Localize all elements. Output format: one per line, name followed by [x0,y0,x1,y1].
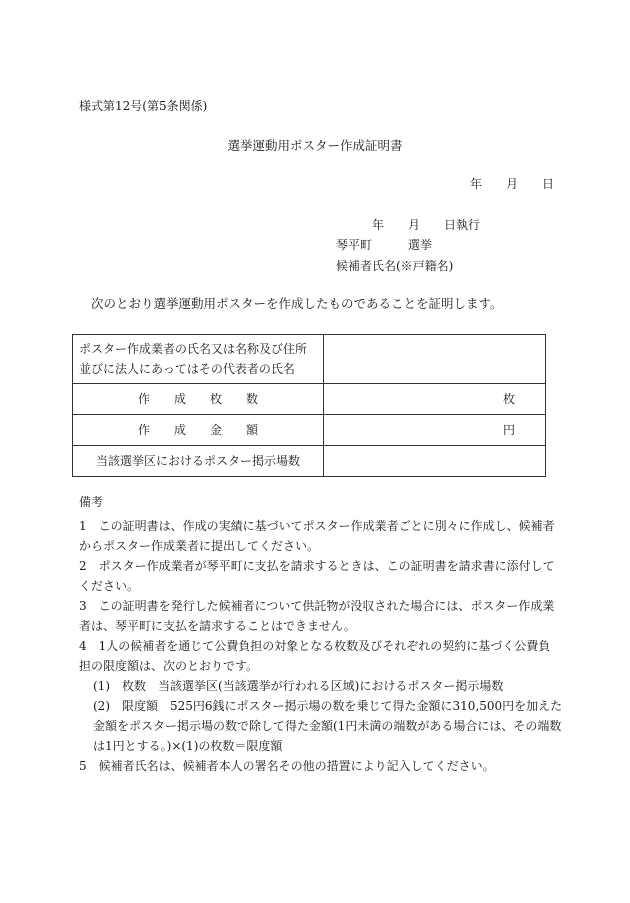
certificate-table [72,334,546,477]
table-cell-label: 当該選挙区におけるポスター掲示場数 [73,446,324,477]
form-number: 様式第12号(第5条関係) [79,99,208,113]
table-cell-label: 作 成 金 額 [73,415,324,446]
table-row [73,446,546,477]
certification-statement: 次のとおり選挙運動用ポスターを作成したものであることを証明します。 [91,296,503,311]
table-cell-value [324,335,546,384]
election-name-line: 琴平町 選挙 [336,238,433,252]
note-item: 2 ポスター作成業者が琴平町に支払を請求するときは、この証明書を請求書に添付してください。 [79,559,555,593]
notes-heading: 備考 [79,495,104,509]
issue-date-line: 年 月 日 [470,177,555,191]
note-item: 3 この証明書を発行した候補者について供託物が没収された場合には、ポスター作成業者は、琴平町に支払を請求することはできません。 [79,599,555,633]
note-item: 5 候補者氏名は、候補者本人の署名その他の措置により記入してください。 [79,759,495,773]
table-cell-label: ポスター作成業者の氏名又は名称及び住所並びに法人にあってはその代表者の氏名 [73,335,324,384]
table-row [73,335,546,384]
note-item: 1 この証明書は、作成の実績に基づいてポスター作成業者ごとに別々に作成し、候補者からポスター作成業者に提出してください。 [79,519,555,553]
note-item: 4 1人の候補者を通じて公費負担の対象となる枚数及びそれぞれの契約に基づく公費負担の限度額は、次のとおりです。 [79,639,551,673]
note-item: (1) 枚数 当該選挙区(当該選挙が行われる区域)におけるポスター掲示場数 [93,679,504,693]
note-item: (2) 限度額 525円6銭にポスター掲示場の数を乗じて得た金額に310,500円を加えた金額をポスター掲示場の数で除して得た金額(1円未満の端数がある場合には、その端数は1円とする。)×(1)の枚数＝限度額 [93,699,563,753]
table-cell-value: 円 [324,415,546,446]
table-cell-value: 枚 [324,384,546,415]
candidate-name-line: 候補者氏名(※戸籍名) [336,259,454,273]
document-title: 選挙運動用ポスター作成証明書 [227,138,403,153]
table-row [73,384,546,415]
table-cell-value [324,446,546,477]
election-execution-date: 年 月 日執行 [372,218,481,232]
table-row [73,415,546,446]
table-cell-label: 作 成 枚 数 [73,384,324,415]
